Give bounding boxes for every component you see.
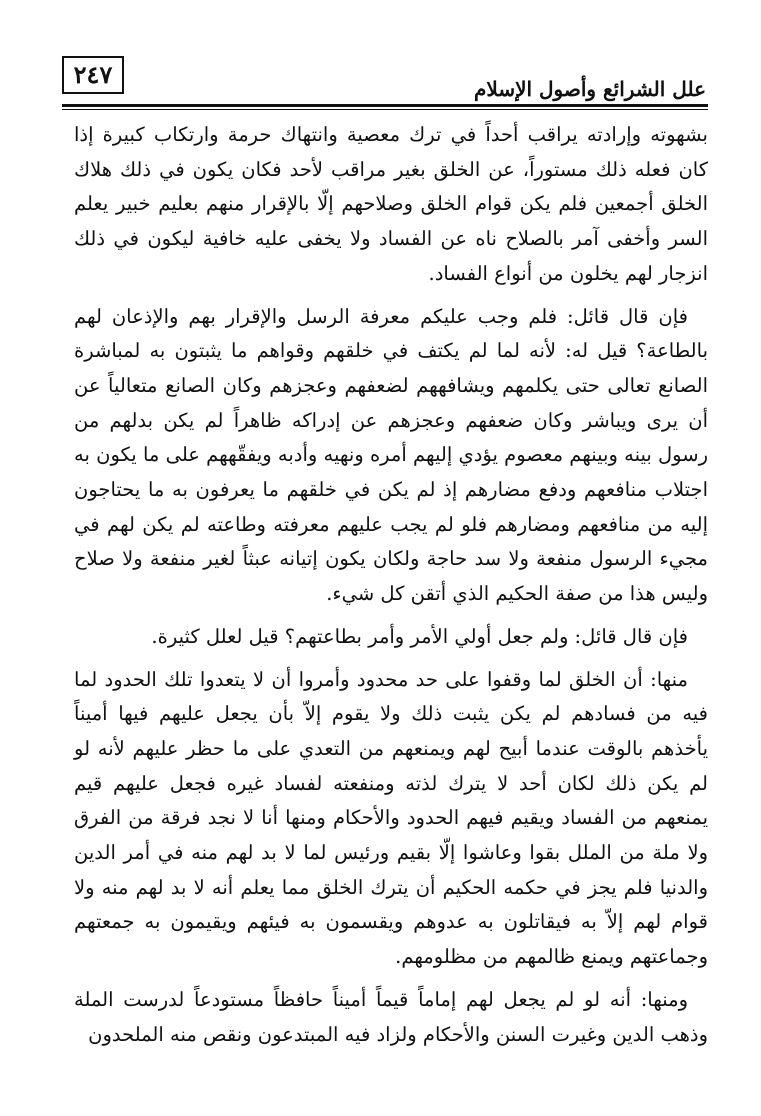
paragraph-continued: بشهوته وإرادته يراقب أحداً في ترك معصية وانتهاك حرمة وارتكاب كبيرة إذا كان فعله ذلك مستوراً، عن الخلق بغير مراقب لأحد فكان يكون في ذلك هلاك الخلق أجمعين فلم يكن قوام الخلق وصلاحهم إلّا بالإقرار منهم بعليم خبير يعلم السر وأخفى آمر بالصلاح ناه عن الفساد ولا يخفى عليه خافية ليكون في ذلك انزجار لهم يخلون من أنواع الفساد. bbox=[74, 123, 708, 285]
running-title: علل الشرائع وأصول الإسلام bbox=[474, 77, 706, 101]
header-rule-thin bbox=[62, 109, 708, 110]
paragraph-second-reason: ومنها: أنه لو لم يجعل لهم إماماً قيماً أميناً حافظاً مستودعاً لدرست الملة وذهب الدين وغيرت السنن والأحكام ولزاد فيه المبتدعون ونقص منه الملحدون bbox=[74, 987, 708, 1046]
paragraph-first-reason: منها: أن الخلق لما وقفوا على حد محدود وأمروا أن لا يتعدوا تلك الحدود لما فيه من فسادهم لم يكن يثبت ذلك ولا يقوم إلاّ بأن يجعل عليهم فيها أميناً يأخذهم بالوقت عندما أبيح لهم ويمنعهم من التعدي على ما حظر عليهم لأنه لو لم يكن ذلك لكان أحد لا يترك لذته ومنفعته لفساد غيره فجعل عليهم قيم يمنعهم من الفساد ويقيم فيهم الحدود والأحكام ومنها أنا لا نجد فرقة من الفرق ولا ملة من الملل بقوا وعاشوا إلّا بقيم ورئيس لما لا بد لهم منه في أمر الدين والدنيا فلم يجز في حكمه الحكيم أن يترك الخلق مما يعلم أنه لا بد لهم منه ولا قوام لهم إلاّ به فيقاتلون به عدوهم ويقسمون به فيئهم ويقيمون به جمعتهم وجماعتهم ويمنع ظالمهم من مظلومهم. bbox=[74, 667, 708, 969]
paragraph-messengers: فإن قال قائل: فلم وجب عليكم معرفة الرسل والإقرار بهم والإذعان لهم بالطاعة؟ قيل له: لأنه لما لم يكتف في خلقهم وقواهم ما يثبتون به لمباشرة الصانع تعالى حتى يكلمهم ويشافههم لضعفهم وعجزهم وكان الصانع متعالياً عن أن يرى ويباشر وكان ضعفهم وعجزهم عن إدراكه ظاهراً لم يكن بدلهم من رسول بينه وبينهم معصوم يؤدي إليهم أمره ونهيه وأدبه ويفقّههم على ما يكون به اجتلاب منافعهم ودفع مضارهم إذ لم يكن في خلقهم ما يعرفون به ما يحتاجون إليه من منافعهم ومضارهم فلو لم يجب عليهم معرفته وطاعته لم يكن لهم في مجيء الرسول منفعة ولا سد حاجة ولكان يكون إتيانه عبثاً لغير منفعة ولا صلاح وليس هذا من صفة الحكيم الذي أتقن كل شيء. bbox=[74, 304, 708, 606]
page-header bbox=[62, 54, 708, 110]
paragraph-question-authority: فإن قال قائل: ولم جعل أولي الأمر وأمر بطاعتهم؟ قيل لعلل كثيرة. bbox=[151, 624, 688, 648]
header-rule bbox=[62, 104, 708, 107]
page-number: ٢٤٧ bbox=[62, 56, 124, 94]
body-text bbox=[74, 118, 708, 1060]
